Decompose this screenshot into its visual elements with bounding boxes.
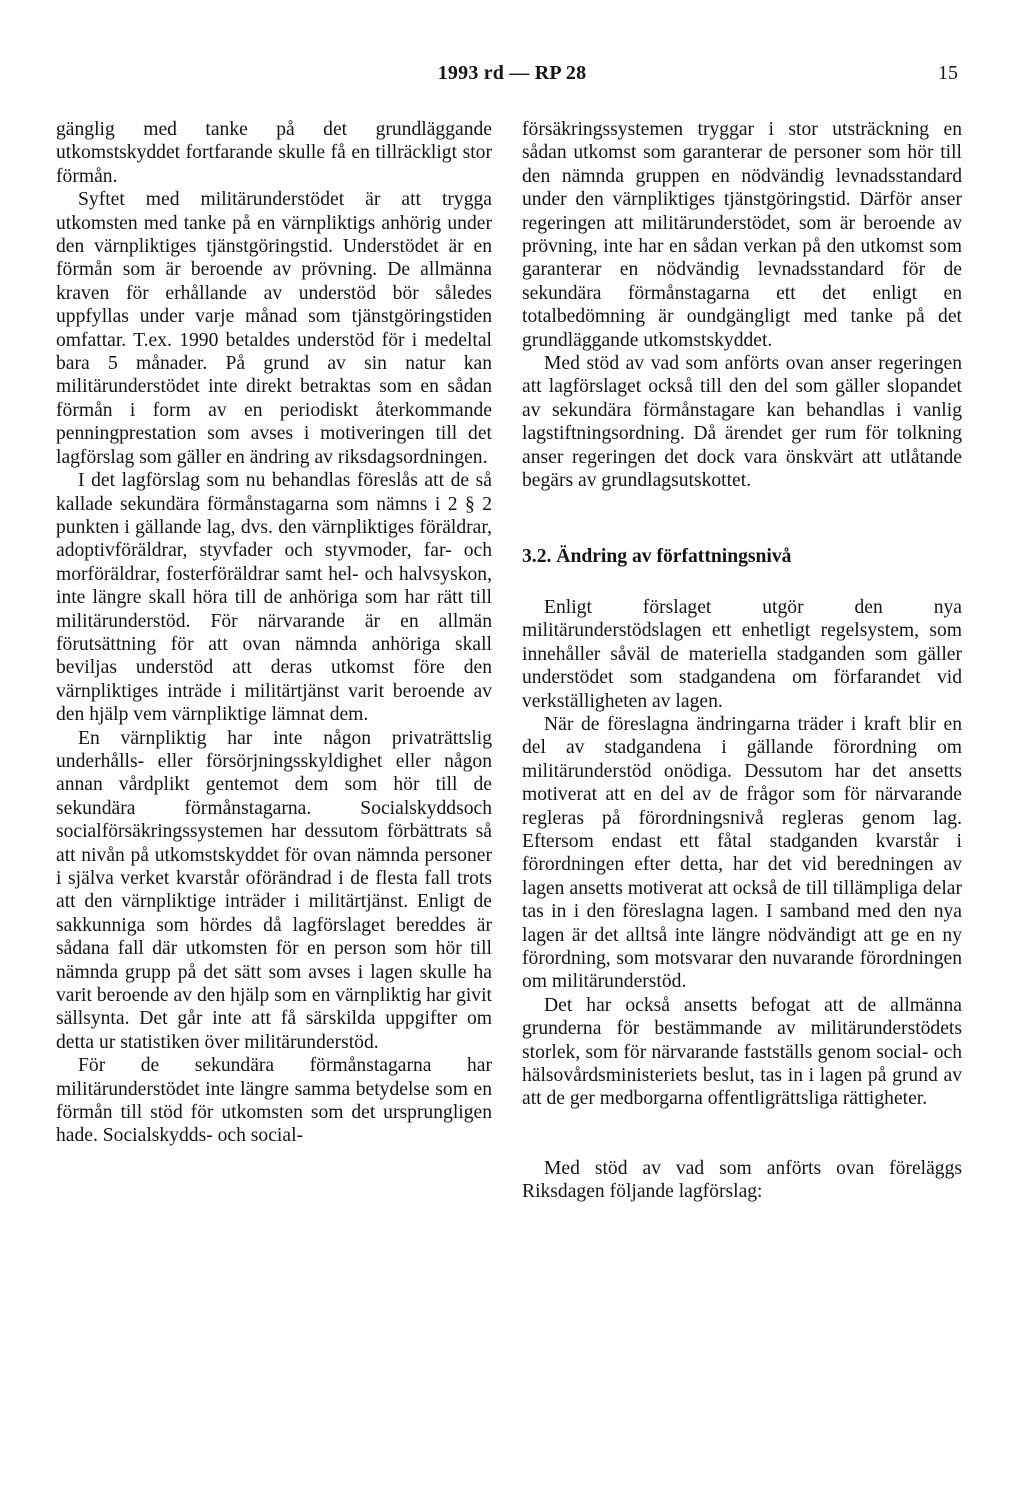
running-title: 1993 rd — RP 28 [437, 62, 587, 84]
paragraph: En värnpliktig har inte någon privaträttslig underhålls- eller försörjningsskyldighet eller någon annan vårdplikt gentemot dem som hör till de sekundära förmånstagarna. Socialskyddsoch socialförsäkringssystemen har dessutom förbättrats så att nivån på utkomstskyddet för ovan nämnda personer i själva verket kvarstår oförändrad i de flesta fall trots att den värnpliktige inträder i militärtjänst. Enligt de sakkunniga som hördes då lagförslaget bereddes är sådana fall där utkomsten för en person som hör till nämnda grupp på det sätt som avses i lagen skulle ha varit beroende av den hjälp som en värnpliktig har givit sällsynta. Det går inte att få särskilda uppgifter om detta ur statistiken över militärunderstöd. [56, 727, 492, 1053]
paragraph: Med stöd av vad som anförts ovan anser regeringen att lagförslaget också till den del som gäller slopandet av sekundära förmånstagare kan behandlas i vanlig lagstiftningsordning. Då ärendet ger rum för tolkning anser regeringen det dock vara önskvärt att utlåtande begärs av grundlagsutskottet. [522, 353, 962, 492]
closing-paragraph: Med stöd av vad som anförts ovan föreläggs Riksdagen följande lagförslag: [522, 1157, 962, 1203]
paragraph: När de föreslagna ändringarna träder i kraft blir en del av stadgandena i gällande förordning om militärunderstöd onödiga. Dessutom har det ansetts motiverat att en del av de frågor som för närvarande regleras på förordningsnivå regleras genom lag. Eftersom endast ett fåtal stadganden kvarstår i förordningen efter detta, har det vid beredningen av lagen ansetts motiverat att också de till tillämpliga delar tas in i den föreslagna lagen. I samband med den nya lagen är det alltså inte längre nödvändigt att ge en ny förordning, som motsvarar den nuvarande förordningen om militärunderstöd. [522, 713, 962, 993]
paragraph: Syftet med militärunderstödet är att trygga utkomsten med tanke på en värnpliktigs anhörig under den värnpliktiges tjänstgöringstid. Understödet är en förmån som är beroende av prövning. De allmänna kraven för erhållande av understöd bör således uppfyllas under varje månad som tjänstgöringstiden omfattar. T.ex. 1990 betaldes understöd för i medeltal bara 5 månader. På grund av sin natur kan militärunderstödet inte direkt betraktas som en sådan förmån i form av en periodiskt återkommande penningprestation som avses i motiveringen till det lagförslag som gäller en ändring av riksdagsordningen. [56, 189, 492, 468]
paragraph: försäkringssystemen tryggar i stor utsträckning en sådan utkomst som garanterar de personer som hör till den nämnda gruppen en nödvändig levnadsstandard under den värnpliktiges tjänstgöringstid. Därför anser regeringen att militärunderstödet, som är beroende av prövning, inte har en sådan verkan på den utkomst som garanterar en nödvändig levnadsstandard för de sekundära förmånstagarna ett det enligt en totalbedömning är oundgängligt med tanke på det grundläggande utkomstskyddet. [522, 119, 962, 351]
paragraph: Det har också ansetts befogat att de allmänna grunderna för bestämmande av militärunderstödets storlek, som för närvarande fastställs genom social- och hälsovårdsministeriets beslut, tas in i lagen på grund av att de ger medborgarna offentligrättsliga rättigheter. [522, 994, 962, 1110]
paragraph: För de sekundära förmånstagarna har militärunderstödet inte längre samma betydelse som en förmån till stöd för utkomsten som det ursprungligen hade. Socialskydds- och social- [56, 1055, 492, 1147]
paragraph: gänglig med tanke på det grundläggande utkomstskyddet fortfarande skulle få en tillräckligt stor förmån. [56, 119, 492, 187]
section-heading: 3.2. Ändring av författningsnivå [522, 545, 792, 567]
left-column [56, 118, 492, 1148]
right-column [522, 118, 962, 1204]
paragraph: I det lagförslag som nu behandlas föreslås att de så kallade sekundära förmånstagarna som nämns i 2 § 2 punkten i gällande lag, dvs. den värnpliktiges föräldrar, adoptivföräldrar, styvfader och styvmoder, far- och morföräldrar, fosterföräldrar samt hel- och halvsyskon, inte längre skall höra till de anhöriga som har rätt till militärunderstöd. För närvarande är en allmän förutsättning för att ovan nämnda anhöriga skall beviljas understöd att deras utkomst före den värnpliktiges inträde i militärtjänst varit beroende av den hjälp vem värnpliktige lämnat dem. [56, 470, 492, 726]
page-number: 15 [938, 62, 958, 84]
page-header [0, 62, 1024, 88]
paragraph: Enligt förslaget utgör den nya militärunderstödslagen ett enhetligt regelsystem, som innehåller såväl de materiella stadganden som gäller understödet som stadgandena om förfarandet vid verkställigheten av lagen. [522, 596, 962, 712]
